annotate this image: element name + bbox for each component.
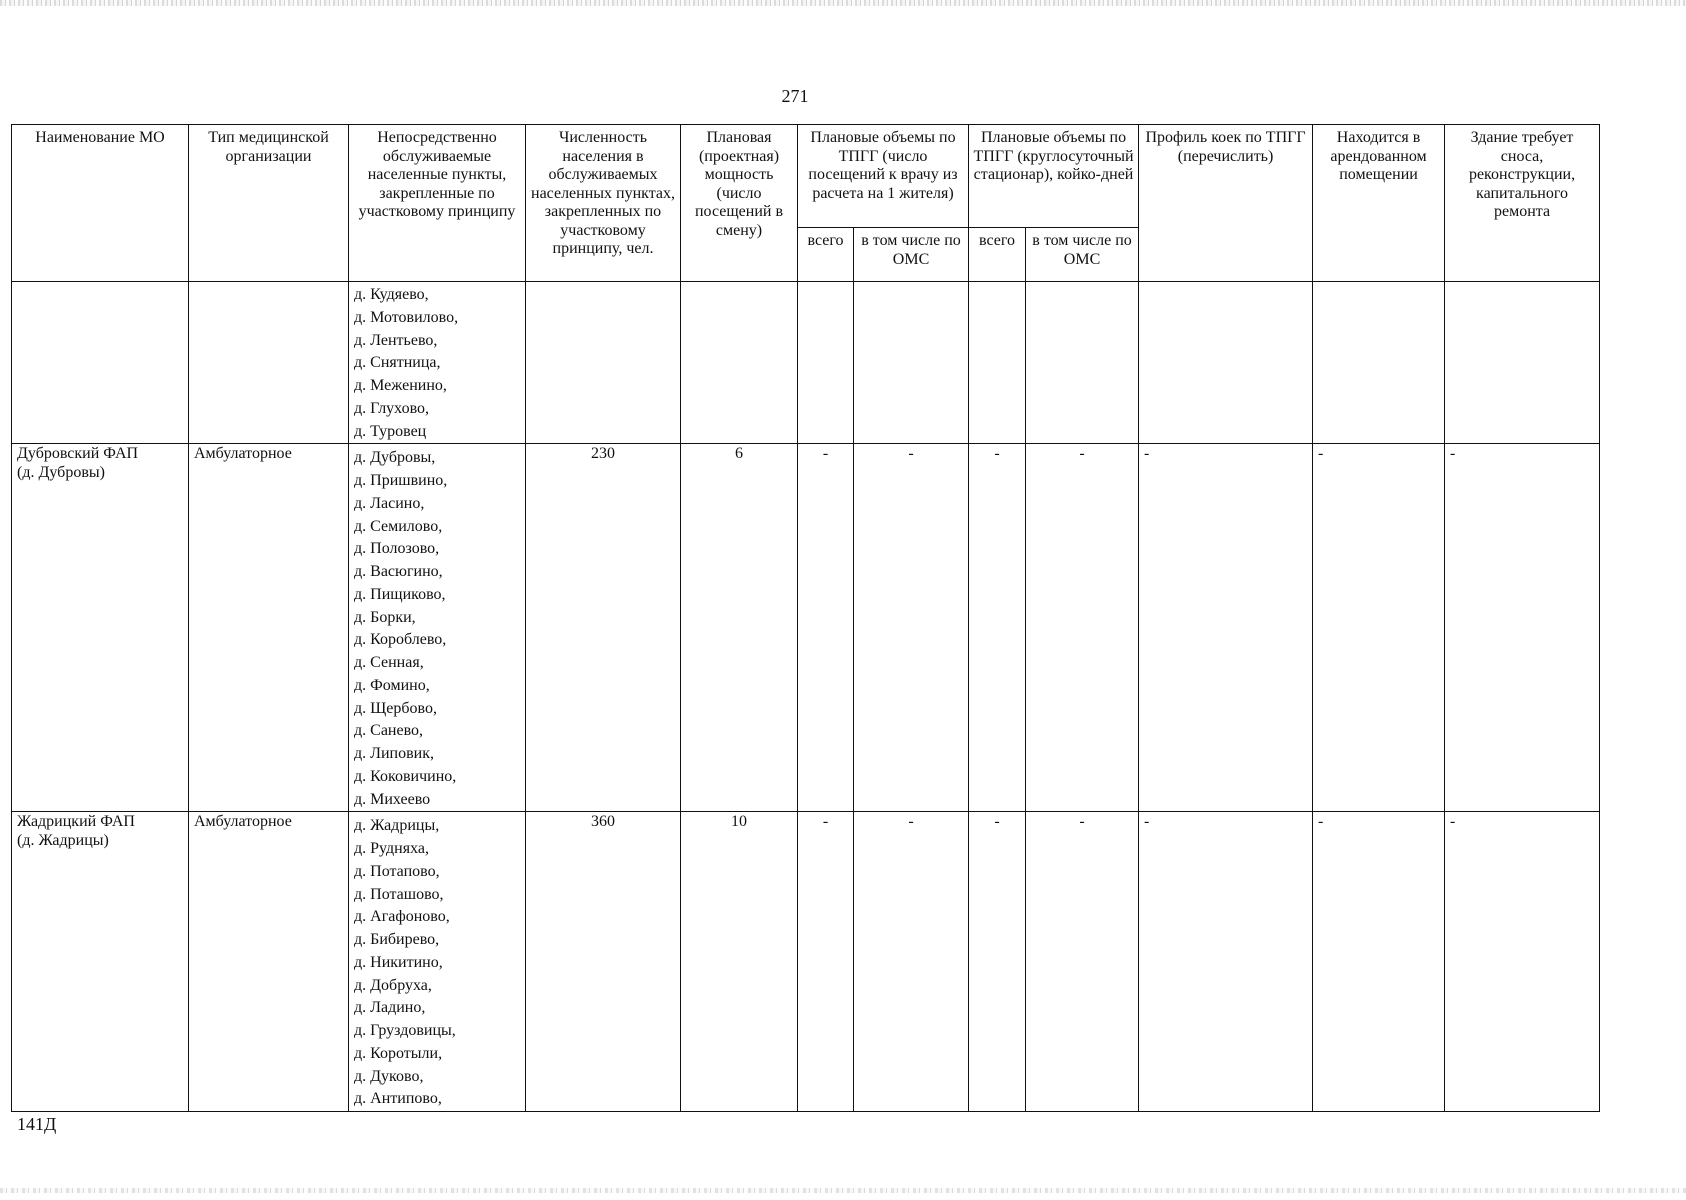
header-capacity: Плановая (проектная) мощность (число посещений в смену) xyxy=(681,125,798,282)
cell-places: д. Дубровы, д. Пришвино, д. Ласино, д. Семилово, д. Полозово, д. Васюгино, д. Пищиково, д. Борки, д. Короблево, д. Сенная, д. Фомино, д. Щербово, д. Санево, д. Липовик, д. Коковичино, д. Михеево xyxy=(349,444,526,812)
cell-visits-total: - xyxy=(798,812,854,1112)
cell-beds-profile xyxy=(1139,282,1313,444)
header-row-1 xyxy=(12,125,1600,228)
header-demolition: Здание требует сноса, реконструкции, капитального ремонта xyxy=(1445,125,1600,282)
header-beds-profile: Профиль коек по ТПГГ (перечислить) xyxy=(1139,125,1313,282)
cell-places: д. Жадрицы, д. Рудняха, д. Потапово, д. Поташово, д. Агафоново, д. Бибирево, д. Никитино, д. Добруха, д. Ладино, д. Груздовицы, д. Коротыли, д. Дуково, д. Антипово, xyxy=(349,812,526,1112)
scan-artifact-top xyxy=(0,0,1686,6)
document-code: 141Д xyxy=(17,1114,57,1134)
header-hosp-total: всего xyxy=(969,228,1026,282)
header-visits-oms: в том числе по ОМС xyxy=(854,228,969,282)
cell-visits-oms: - xyxy=(854,444,969,812)
cell-population xyxy=(526,282,681,444)
cell-hosp-oms: - xyxy=(1026,812,1139,1112)
cell-beds-profile: - xyxy=(1139,444,1313,812)
cell-type: Амбулаторное xyxy=(189,444,349,812)
facilities-table xyxy=(11,124,1600,1112)
cell-name: Жадрицкий ФАП (д. Жадрицы) xyxy=(12,812,189,1112)
cell-name: Дубровский ФАП (д. Дубровы) xyxy=(12,444,189,812)
cell-beds-profile: - xyxy=(1139,812,1313,1112)
cell-rented: - xyxy=(1313,444,1445,812)
cell-population: 360 xyxy=(526,812,681,1112)
cell-hosp-oms xyxy=(1026,282,1139,444)
header-visits-total: всего xyxy=(798,228,854,282)
cell-hosp-total: - xyxy=(969,812,1026,1112)
page-number: 271 xyxy=(781,86,809,106)
header-type: Тип медицинской организации xyxy=(189,125,349,282)
cell-demolition xyxy=(1445,282,1600,444)
cell-rented xyxy=(1313,282,1445,444)
cell-hosp-total xyxy=(969,282,1026,444)
cell-capacity xyxy=(681,282,798,444)
table-row xyxy=(12,282,1600,444)
table-row xyxy=(12,444,1600,812)
cell-population: 230 xyxy=(526,444,681,812)
cell-type: Амбулаторное xyxy=(189,812,349,1112)
cell-capacity: 10 xyxy=(681,812,798,1112)
cell-hosp-total: - xyxy=(969,444,1026,812)
header-places: Непосредственно обслуживаемые населенные пункты, закрепленные по участковому принципу xyxy=(349,125,526,282)
cell-demolition: - xyxy=(1445,444,1600,812)
header-hospital-group: Плановые объемы по ТПГГ (круглосуточный стационар), койко-дней xyxy=(969,125,1139,228)
cell-capacity: 6 xyxy=(681,444,798,812)
scan-artifact-bottom xyxy=(0,1188,1686,1193)
cell-hosp-oms: - xyxy=(1026,444,1139,812)
cell-type xyxy=(189,282,349,444)
header-visits-group: Плановые объемы по ТПГГ (число посещений к врачу из расчета на 1 жителя) xyxy=(798,125,969,228)
cell-visits-oms: - xyxy=(854,812,969,1112)
cell-visits-total: - xyxy=(798,444,854,812)
header-population: Численность населения в обслуживаемых населенных пунктах, закрепленных по участковому принципу, чел. xyxy=(526,125,681,282)
table-row xyxy=(12,812,1600,1112)
cell-rented: - xyxy=(1313,812,1445,1112)
header-hosp-oms: в том числе по ОМС xyxy=(1026,228,1139,282)
header-name: Наименование МО xyxy=(12,125,189,282)
cell-name xyxy=(12,282,189,444)
header-rented: Находится в арендованном помещении xyxy=(1313,125,1445,282)
cell-visits-oms xyxy=(854,282,969,444)
cell-demolition: - xyxy=(1445,812,1600,1112)
cell-visits-total xyxy=(798,282,854,444)
cell-places: д. Кудяево, д. Мотовилово, д. Лентьево, д. Снятница, д. Меженино, д. Глухово, д. Туровец xyxy=(349,282,526,444)
